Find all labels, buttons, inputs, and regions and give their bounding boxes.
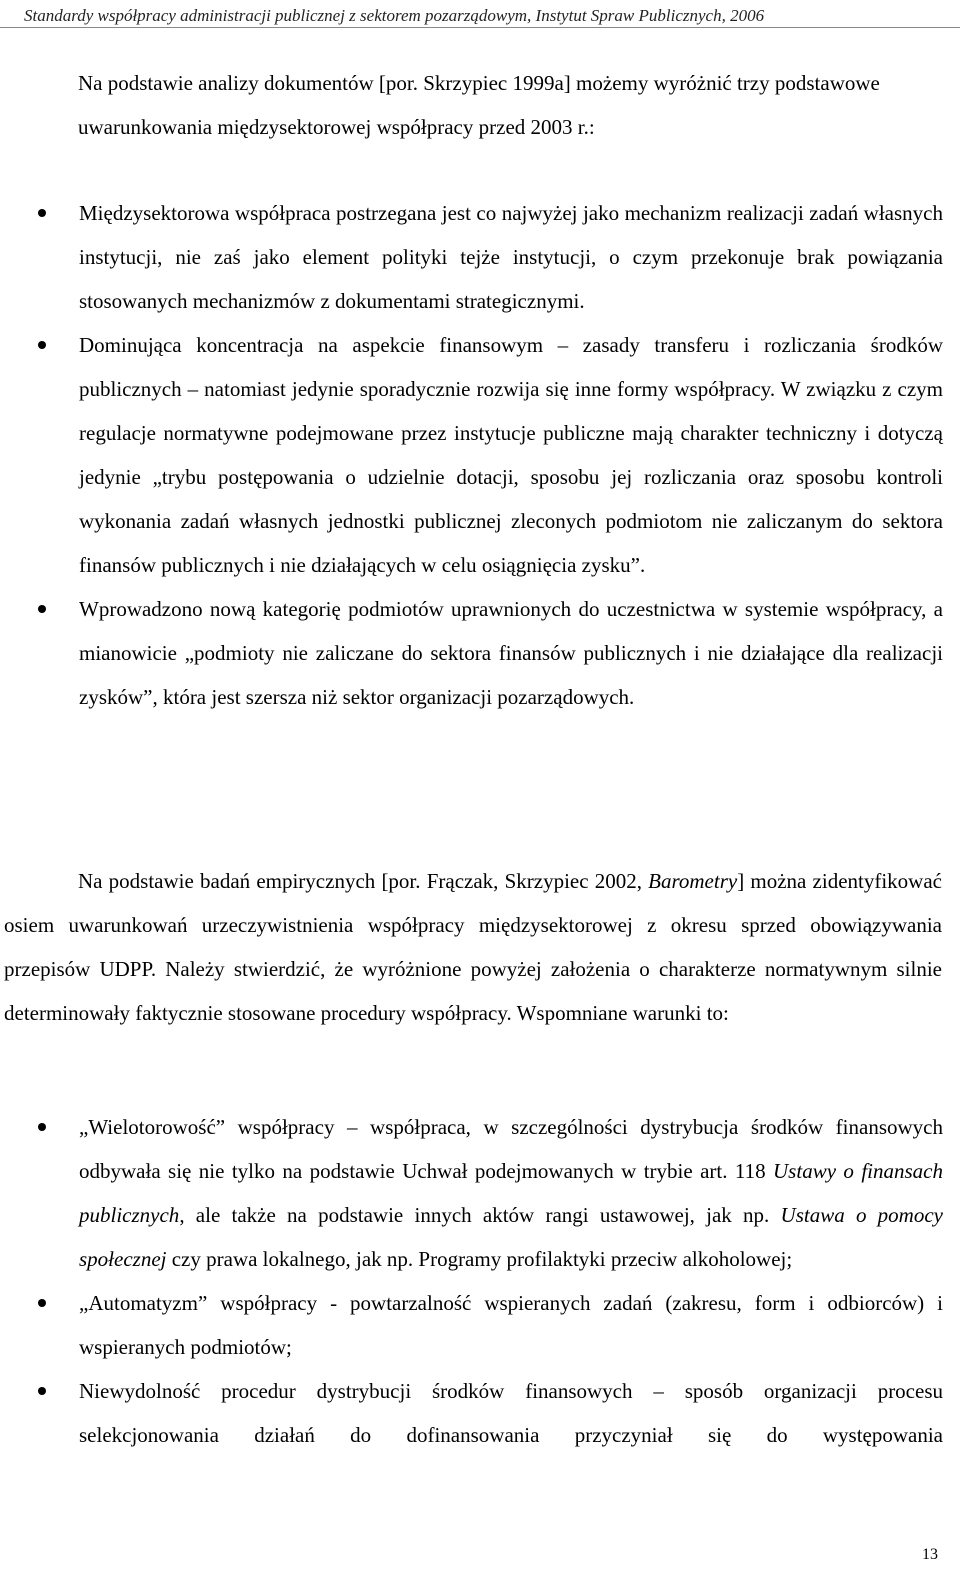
bullet-icon	[38, 1387, 46, 1395]
list-item-text: Wprowadzono nową kategorię podmiotów uprawnionych do uczestnictwa w systemie współpracy, a mianowicie „podmioty nie zaliczane do sektora finansów publicznych i nie działające dla realizacji zysków”, która jest szersza niż sektor organizacji pozarządowych.	[79, 597, 943, 709]
paragraph-text-end: ] można zidentyfikować osiem uwarunkowań urzeczywistnienia współpracy międzysektorowej z okresu sprzed obowiązywania przepisów UDPP. Należy stwierdzić, że wyróżnione powyżej założenia o charakterze normatywnym silnie determinowały faktycznie stosowane procedury współpracy. Wspomniane warunki to:	[4, 869, 942, 1025]
bullet-icon	[38, 209, 46, 217]
list-item	[0, 1105, 943, 1281]
empirical-paragraph	[4, 859, 942, 1035]
paragraph-text-start: Na podstawie badań empirycznych [por. Frączak, Skrzypiec 2002,	[78, 869, 649, 893]
list-item-text: Dominująca koncentracja na aspekcie finansowym – zasady transferu i rozliczania środków publicznych – natomiast jedynie sporadycznie rozwija się inne formy współpracy. W związku z czym regulacje normatywne podejmowane przez instytucje publiczne mają charakter techniczny i dotyczą jedynie „trybu postępowania o udzielnie dotacji, sposobu jej rozliczania oraz sposobu kontroli wykonania zadań własnych jednostki publicznej zleconych podmiotom nie zaliczanym do sektora finansów publicznych i nie działających w celu osiągnięcia zysku”.	[79, 333, 943, 577]
list-item-text: Międzysektorowa współpraca postrzegana jest co najwyżej jako mechanizm realizacji zadań własnych instytucji, nie zaś jako element polityki tejże instytucji, o czym przekonuje brak powiązania stosowanych mechanizmów z dokumentami strategicznymi.	[79, 201, 943, 313]
intro-paragraph: Na podstawie analizy dokumentów [por. Skrzypiec 1999a] możemy wyróżnić trzy podstawowe uwarunkowania międzysektorowej współpracy przed 2003 r.:	[78, 71, 880, 139]
list-item-text: Niewydolność procedur dystrybucji środków finansowych – sposób organizacji procesu selekcjonowania działań do dofinansowania przyczyniał się do występowania	[79, 1379, 943, 1447]
warunki-list	[0, 1105, 960, 1457]
list-item-text: czy prawa lokalnego, jak np. Programy profilaktyki przeciw alkoholowej;	[166, 1247, 793, 1271]
list-item	[0, 191, 943, 323]
list-item-text-italic: Ustawy o finansach publicznych	[79, 1159, 943, 1227]
paragraph-text-italic: Barometry	[648, 869, 738, 893]
list-item	[0, 1281, 943, 1369]
list-item-text-italic: Ustawa o pomocy społecznej	[79, 1203, 943, 1271]
header-divider	[0, 27, 960, 28]
bullet-icon	[38, 1123, 46, 1131]
list-item	[0, 587, 943, 719]
list-item-text: , ale także na podstawie innych aktów rangi ustawowej, jak np.	[179, 1203, 781, 1227]
list-item-text: „Automatyzm” współpracy - powtarzalność wspieranych zadań (zakresu, form i odbiorców) i wspieranych podmiotów;	[79, 1291, 943, 1359]
page-number: 13	[922, 1546, 938, 1563]
running-header: Standardy współpracy administracji publicznej z sektorem pozarządowym, Instytut Spraw Publicznych, 2006	[24, 6, 765, 25]
list-item-text: „Wielotorowość” współpracy – współpraca, w szczególności dystrybucja środków finansowych odbywała się nie tylko na podstawie Uchwał podejmowanych w trybie art. 118	[79, 1115, 943, 1183]
conditions-list	[0, 191, 960, 719]
bullet-icon	[38, 341, 46, 349]
list-item	[0, 323, 943, 587]
bullet-icon	[38, 605, 46, 613]
bullet-icon	[38, 1299, 46, 1307]
list-item	[0, 1369, 943, 1457]
